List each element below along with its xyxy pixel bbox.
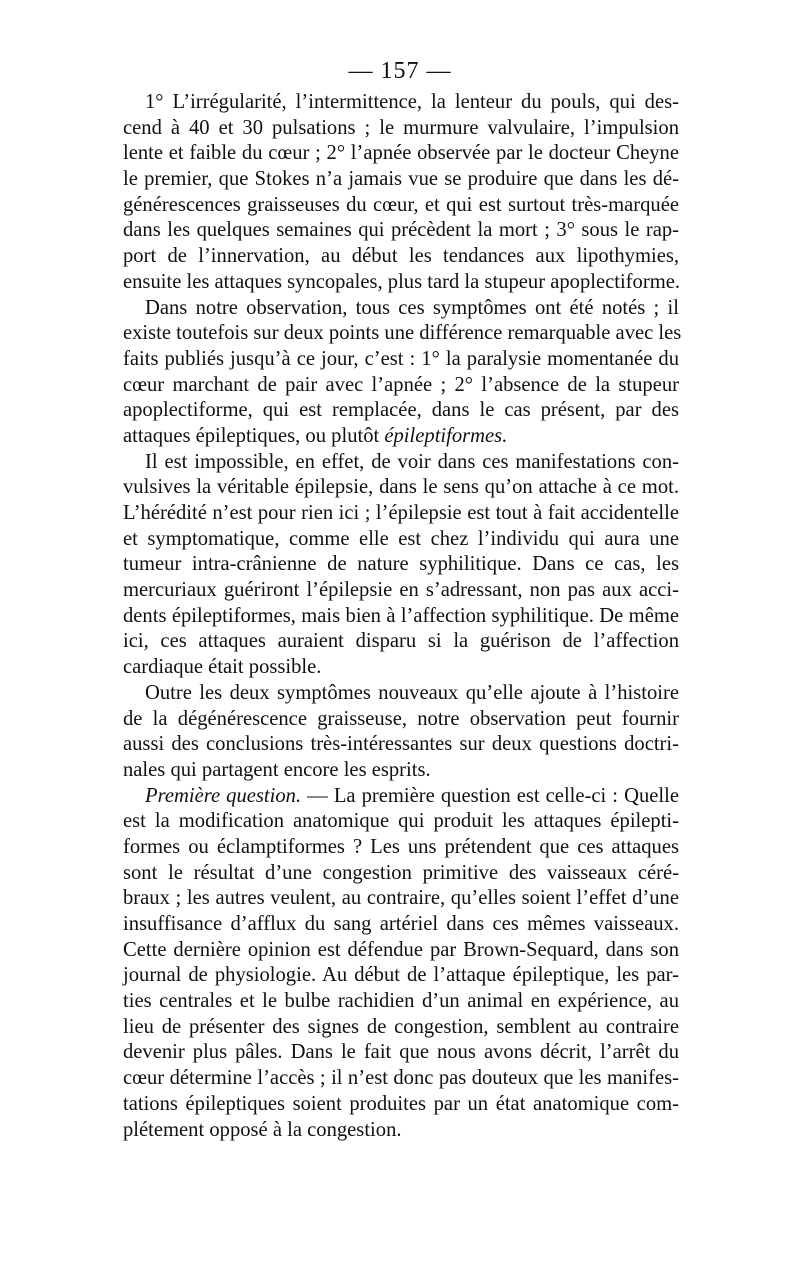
text-line — [123, 475, 679, 501]
text-run: cœur marchant de pair avec l’apnée ; 2° l’absence de la stupeur — [123, 373, 679, 396]
text-run: insuffisance d’afflux du sang artériel dans ces mêmes vaisseaux. — [123, 913, 679, 935]
text-line — [123, 1092, 679, 1118]
text-run: cœur détermine l’accès ; il n’est donc pas douteux que les manifes- — [123, 1067, 679, 1090]
text-run: Dans notre observation, tous ces symptômes ont été notés ; il — [145, 296, 679, 319]
text-run: et symptomatique, comme elle est chez l’individu qui aura une — [123, 527, 679, 550]
text-line — [123, 90, 679, 116]
text-line — [123, 784, 679, 810]
text-line — [123, 963, 679, 989]
text-run: plétement opposé à la congestion. — [123, 1118, 402, 1141]
text-line — [123, 398, 679, 424]
text-line — [123, 989, 679, 1015]
text-line — [123, 552, 679, 578]
text-line — [123, 527, 679, 553]
text-line — [123, 373, 679, 399]
text-run: dans les quelques semaines qui précèdent la mort ; 3° sous le rap- — [123, 219, 679, 242]
italic-run: Première question. — [145, 784, 302, 807]
text-line — [123, 321, 682, 347]
text-run: faits publiés jusqu’à ce jour, c’est : 1° la paralysie momentanée du — [123, 347, 679, 370]
text-run: générescences graisseuses du cœur, et qui est surtout très-marquée — [123, 193, 679, 216]
text-line — [123, 116, 679, 142]
text-line — [123, 501, 679, 527]
text-run: aussi des conclusions très-intéressantes sur deux questions doctri- — [123, 733, 679, 756]
text-line — [123, 167, 679, 193]
text-line — [123, 861, 679, 887]
text-line — [123, 655, 679, 681]
text-run: ici, ces attaques auraient disparu si la guérison de l’affection — [123, 630, 679, 653]
text-run: dents épileptiformes, mais bien à l’affection syphilitique. De même — [123, 604, 679, 627]
text-run: nales qui partagent encore les esprits. — [123, 758, 431, 781]
text-line — [123, 629, 679, 655]
text-line — [123, 218, 679, 244]
text-line — [123, 193, 679, 219]
text-run: apoplectiforme, qui est remplacée, dans le cas présent, par des — [123, 399, 679, 422]
text-line — [123, 707, 679, 733]
text-line — [123, 141, 679, 167]
text-line — [123, 938, 679, 964]
text-run: braux ; les autres veulent, au contraire, qu’elles soient l’effet d’une — [123, 887, 679, 910]
text-run: attaques épileptiques, ou plutôt — [123, 424, 385, 447]
text-line — [123, 809, 679, 835]
body-text — [123, 90, 682, 1143]
text-line — [123, 681, 679, 707]
text-run: tations épileptiques soient produites par un état anatomique com- — [123, 1092, 679, 1115]
text-run: Outre les deux symptômes nouveaux qu’elle ajoute à l’histoire — [145, 681, 679, 704]
text-run: port de l’innervation, au début les tendances aux lipothymies, — [123, 245, 679, 268]
text-run: cend à 40 et 30 pulsations ; le murmure valvulaire, l’impulsion — [123, 116, 679, 139]
text-run: sont le résultat d’une congestion primitive des vaisseaux céré- — [123, 861, 679, 884]
text-line — [123, 912, 679, 938]
text-run: L’hérédité n’est pour rien ici ; l’épilepsie est tout à fait accidentelle — [123, 502, 679, 524]
text-run: de la dégénérescence graisseuse, notre observation peut fournir — [123, 707, 679, 730]
text-run: est la modification anatomique qui produit les attaques épilepti- — [123, 810, 679, 833]
text-run: ties centrales et le bulbe rachidien d’un animal en expérience, au — [123, 990, 679, 1013]
text-line — [123, 1040, 679, 1066]
text-line — [123, 1015, 679, 1041]
italic-run: épileptiformes. — [384, 424, 508, 447]
text-line — [123, 835, 679, 861]
text-run: journal de physiologie. Au début de l’attaque épileptique, les par- — [123, 964, 679, 987]
text-line — [123, 732, 679, 758]
text-run: lente et faible du cœur ; 2° l’apnée observée par le docteur Cheyne — [123, 142, 679, 165]
text-line — [123, 424, 679, 450]
text-line — [123, 1066, 679, 1092]
text-run: Il est impossible, en effet, de voir dans ces manifestations con- — [145, 450, 679, 473]
text-run: lieu de présenter des signes de congestion, semblent au contraire — [123, 1015, 679, 1038]
text-run: mercuriaux guériront l’épilepsie en s’adressant, non pas aux acci- — [123, 579, 679, 602]
text-line — [123, 1118, 679, 1144]
text-run: devenir plus pâles. Dans le fait que nous avons décrit, l’arrêt du — [123, 1041, 679, 1064]
text-line — [123, 296, 679, 322]
text-run: le premier, que Stokes n’a jamais vue se produire que dans les dé- — [123, 168, 679, 191]
text-line — [123, 604, 679, 630]
text-line — [123, 758, 679, 784]
text-line — [123, 578, 679, 604]
text-line — [123, 244, 679, 270]
text-run: — La première question est celle-ci : Quelle — [301, 784, 679, 807]
page-number: — 157 — — [348, 58, 452, 84]
text-run: Cette dernière opinion est défendue par Brown-Sequard, dans son — [123, 938, 679, 961]
text-line — [123, 270, 679, 296]
text-run: cardiaque était possible. — [123, 656, 322, 679]
text-line — [123, 886, 679, 912]
text-run: 1° L’irrégularité, l’intermittence, la lenteur du pouls, qui des- — [145, 91, 679, 113]
text-run: existe toutefois sur deux points une différence remarquable avec les — [123, 322, 682, 345]
text-run: vulsives la véritable épilepsie, dans le sens qu’on attache à ce mot. — [123, 476, 679, 499]
text-run: formes ou éclamptiformes ? Les uns prétendent que ces attaques — [123, 835, 679, 858]
text-run: ensuite les attaques syncopales, plus tard la stupeur apoplectiforme. — [123, 270, 681, 293]
text-line — [123, 450, 679, 476]
text-line — [123, 347, 679, 373]
text-run: tumeur intra-crânienne de nature syphilitique. Dans ce cas, les — [123, 553, 679, 576]
